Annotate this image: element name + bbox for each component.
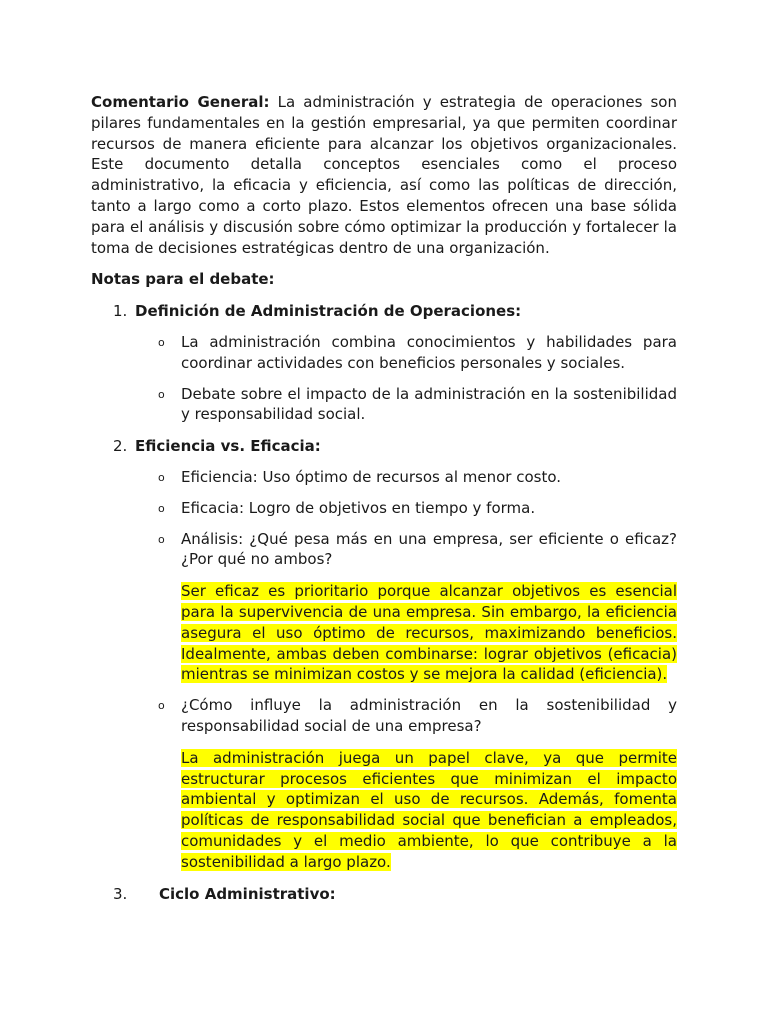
document-page	[91, 92, 677, 904]
list-item-text: ¿Cómo influye la administración en la sostenibilidad y responsabilidad social de una empresa?	[181, 696, 677, 735]
list-item-text: Eficacia: Logro de objetivos en tiempo y forma.	[181, 498, 536, 517]
list-item	[91, 467, 677, 488]
list-item	[91, 529, 677, 571]
section-2-bullets-continued	[91, 695, 677, 737]
highlighted-answer	[181, 581, 677, 685]
notes-heading: Notas para el debate:	[91, 270, 275, 289]
section-1	[91, 301, 677, 322]
section-2	[91, 436, 677, 457]
general-comment-text: La administración y estrategia de operaciones son pilares fundamentales en la gestión empresarial, ya que permiten coordinar recursos de manera eficiente para alcanzar los objetivos organizacionales. Este documento detalla conceptos esenciales como el proceso administrativo, la eficacia y eficiencia, así como las políticas de dirección, tanto a largo como a corto plazo. Estos elementos ofrecen una base sólida para el análisis y discusión sobre cómo optimizar la producción y fortalecer la toma de decisiones estratégicas dentro de una organización.	[91, 93, 677, 257]
highlighted-answer-text: Ser eficaz es prioritario porque alcanzar objetivos es esencial para la supervivencia de una empresa. Sin embargo, la eficiencia asegura el uso óptimo de recursos, maximizando beneficios. Idealmente, ambas deben combinarse: lograr objetivos (eficacia) mientras se minimizan costos y se mejora la calidad (eficiencia).	[181, 582, 677, 684]
section-title: Eficiencia vs. Eficacia:	[135, 437, 321, 456]
bullet-marker-icon: o	[158, 699, 165, 713]
list-item	[91, 384, 677, 426]
list-item	[91, 498, 677, 519]
list-item-text: Análisis: ¿Qué pesa más en una empresa, ser eficiente o eficaz? ¿Por qué no ambos?	[181, 529, 677, 569]
general-comment-paragraph	[91, 92, 677, 258]
highlighted-answer	[181, 748, 677, 873]
section-number: 3.	[113, 884, 128, 903]
bullet-marker-icon: o	[158, 470, 165, 484]
section-2-bullets	[91, 467, 677, 570]
section-title: Ciclo Administrativo:	[159, 884, 336, 903]
list-item	[91, 695, 677, 737]
list-item-text: La administración combina conocimientos y habilidades para coordinar actividades con beneficios personales y sociales.	[181, 332, 677, 372]
section-number: 2.	[113, 437, 128, 456]
bullet-marker-icon: o	[158, 501, 165, 515]
section-title: Definición de Administración de Operaciones:	[135, 302, 522, 321]
highlighted-answer-text: La administración juega un papel clave, ya que permite estructurar procesos eficientes que minimizan el impacto ambiental y optimizan el uso de recursos. Además, fomenta políticas de responsabilidad social que benefician a empleados, comunidades y el medio ambiente, lo que contribuye a la sostenibilidad a largo plazo.	[181, 748, 677, 871]
section-3	[91, 884, 677, 905]
section-number: 1.	[113, 302, 128, 321]
list-item-text: Eficiencia: Uso óptimo de recursos al menor costo.	[181, 467, 562, 486]
section-1-bullets	[91, 332, 677, 425]
bullet-marker-icon: o	[158, 532, 165, 546]
bullet-marker-icon: o	[158, 387, 165, 401]
list-item-text: Debate sobre el impacto de la administración en la sostenibilidad y responsabilidad social.	[181, 384, 677, 424]
general-comment-label: Comentario General:	[91, 93, 270, 111]
list-item	[91, 332, 677, 374]
bullet-marker-icon: o	[158, 335, 165, 349]
